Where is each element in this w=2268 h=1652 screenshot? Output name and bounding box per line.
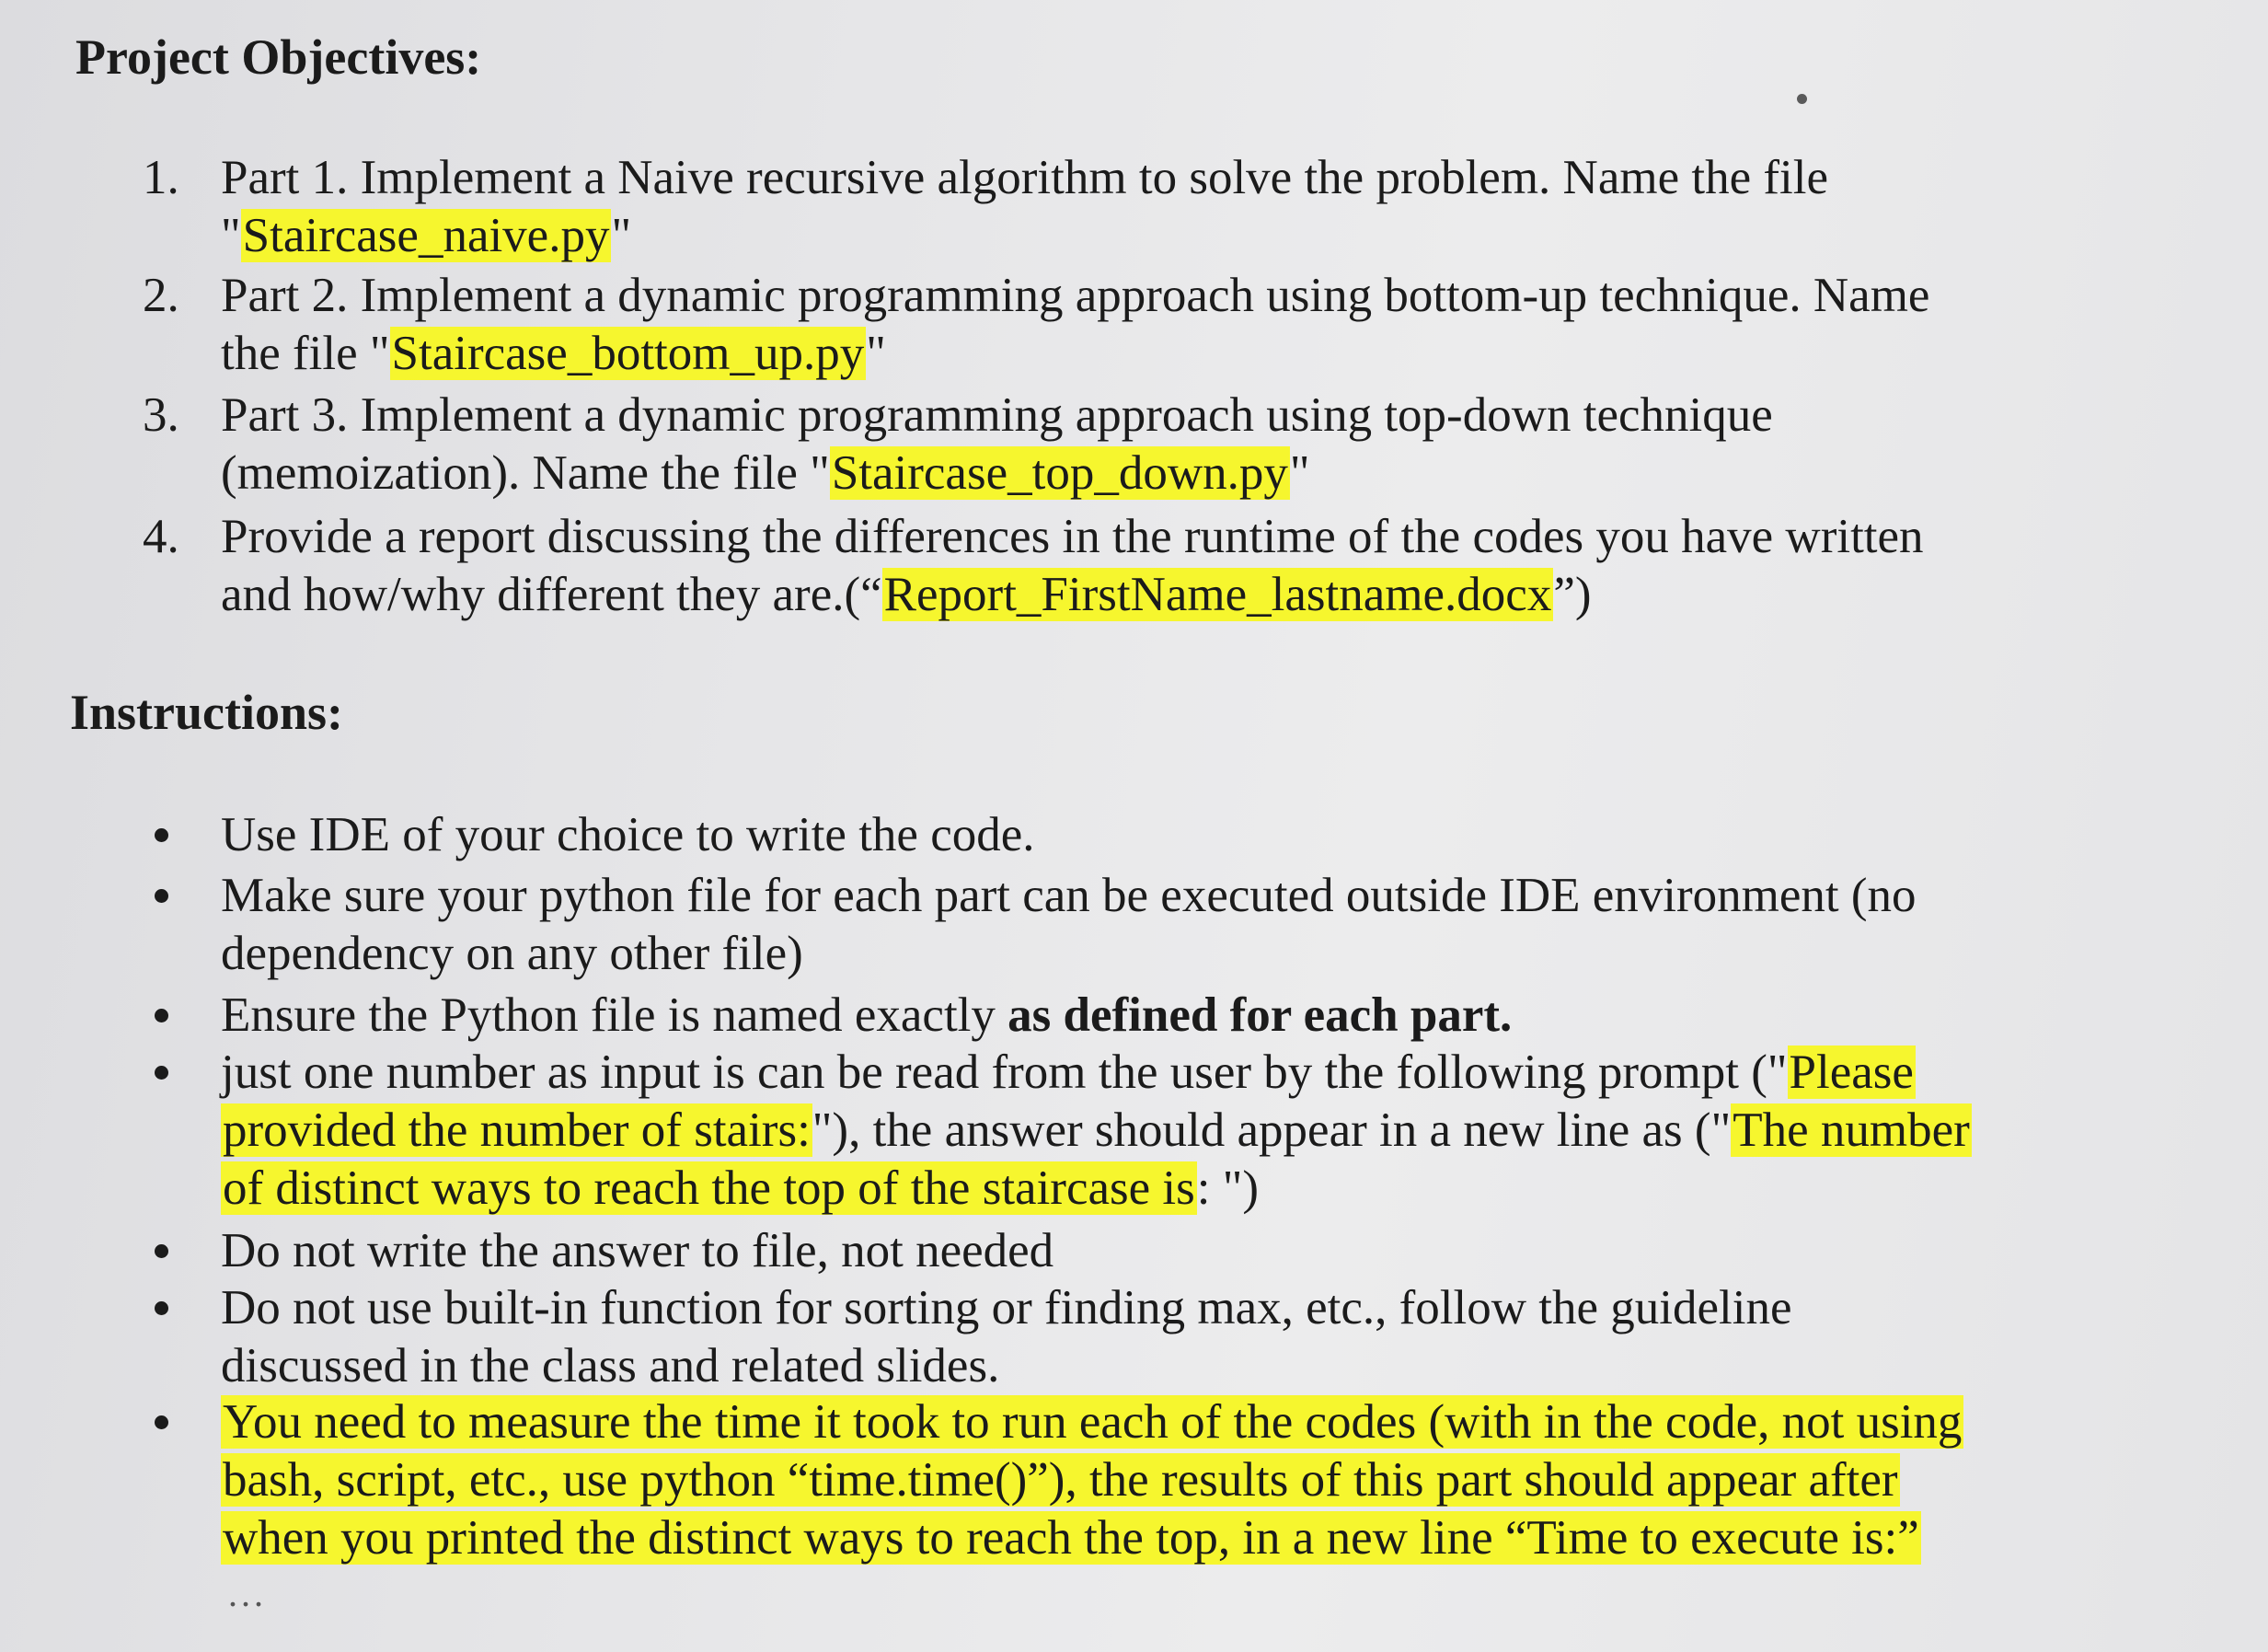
instruction-5: Do not write the answer to file, not needed <box>221 1224 1054 1277</box>
instruction-7 <box>221 1393 1963 1567</box>
instruction-7-line3 <box>221 1509 1963 1567</box>
bullet-3 <box>155 1009 168 1022</box>
instructions-heading: Instructions: <box>70 685 344 740</box>
bullet-4 <box>155 1066 168 1080</box>
trailing-ellipsis: ... <box>228 1573 267 1614</box>
objective-1-quote: " <box>611 209 632 262</box>
answer-highlight: of distinct ways to reach the top of the staircase is <box>223 1161 1195 1215</box>
instruction-4 <box>221 1044 1972 1218</box>
objective-number-4: 4. <box>143 510 179 563</box>
instruction-6-line2: discussed in the class and related slides. <box>221 1339 1000 1392</box>
bullet-6 <box>155 1301 168 1315</box>
objective-2-line1: Part 2. Implement a dynamic programming approach using bottom-up technique. Name <box>221 269 1930 322</box>
objective-4-line1: Provide a report discussing the differences in the runtime of the codes you have written <box>221 510 1924 563</box>
objective-1-line2 <box>221 207 1828 265</box>
instruction-7-line2 <box>221 1451 1963 1509</box>
instruction-7-line2-text: bash, script, etc., use python “time.time()”), the results of this part should appear after <box>223 1453 1898 1507</box>
instruction-7-line1 <box>221 1393 1963 1451</box>
instruction-3-bold: as defined for each part. <box>1007 988 1513 1042</box>
instruction-4-line2 <box>221 1102 1972 1160</box>
bullet-2 <box>155 889 168 903</box>
bullet-1 <box>155 828 168 842</box>
objective-number-2: 2. <box>143 269 179 322</box>
bullet-5 <box>155 1244 168 1258</box>
instruction-4-line3 <box>221 1160 1972 1218</box>
objective-item-3 <box>221 387 1773 503</box>
objective-2-quote: " <box>866 327 886 380</box>
instruction-2-line1: Make sure your python file for each part can be executed outside IDE environment (no <box>221 869 1917 922</box>
objective-2-filename: Staircase_bottom_up.py <box>391 327 865 380</box>
objective-1-line1: Part 1. Implement a Naive recursive algorithm to solve the problem. Name the file <box>221 151 1828 204</box>
prompt-highlight: provided the number of stairs: <box>223 1103 811 1157</box>
instruction-7-line3-text: when you printed the distinct ways to reach the top, in a new line “Time to execute is:” <box>223 1511 1919 1565</box>
instruction-4-mid-text: "), the answer should appear in a new line as (" <box>812 1103 1732 1157</box>
answer-highlight-start: The number <box>1733 1103 1970 1157</box>
instruction-2 <box>221 867 1917 983</box>
objective-number-1: 1. <box>143 151 179 204</box>
objectives-heading: Project Objectives: <box>75 29 482 85</box>
objective-1-filename: Staircase_naive.py <box>242 209 610 262</box>
objective-4-line2 <box>221 566 1924 624</box>
instruction-4-line1 <box>221 1044 1972 1102</box>
objective-item-2 <box>221 267 1929 383</box>
objective-3-line2 <box>221 445 1773 503</box>
objective-3-filename: Staircase_top_down.py <box>831 446 1288 500</box>
stray-dot <box>1797 94 1807 104</box>
objective-4-filename: Report_FirstName_lastname.docx <box>883 568 1552 621</box>
bullet-7 <box>155 1415 168 1429</box>
objective-1-text: " <box>221 209 241 262</box>
instruction-3 <box>221 987 1512 1045</box>
objective-3-text: (memoization). Name the file " <box>221 446 830 500</box>
instruction-2-line2: dependency on any other file) <box>221 927 803 980</box>
objective-2-line2 <box>221 325 1929 383</box>
objective-2-text: the file " <box>221 327 390 380</box>
instruction-1: Use IDE of your choice to write the code. <box>221 808 1035 861</box>
instruction-6-line1: Do not use built-in function for sorting or finding max, etc., follow the guideline <box>221 1281 1792 1334</box>
objective-number-3: 3. <box>143 388 179 442</box>
instruction-3-text: Ensure the Python file is named exactly <box>221 988 1008 1042</box>
objective-4-text: and how/why different they are.(“ <box>221 568 882 621</box>
instruction-7-line1-text: You need to measure the time it took to run each of the codes (with in the code, not using <box>223 1395 1963 1449</box>
instruction-6 <box>221 1279 1791 1395</box>
objective-item-1 <box>221 149 1828 265</box>
objective-item-4 <box>221 508 1924 624</box>
instruction-4-end: : ") <box>1196 1161 1260 1215</box>
objective-4-quote: ”) <box>1553 568 1592 621</box>
instruction-4-text: just one number as input is can be read from the user by the following prompt (" <box>221 1045 1788 1099</box>
objective-3-line1: Part 3. Implement a dynamic programming approach using top-down technique <box>221 388 1773 442</box>
objective-3-quote: " <box>1289 446 1310 500</box>
prompt-highlight-start: Please <box>1789 1045 1914 1099</box>
